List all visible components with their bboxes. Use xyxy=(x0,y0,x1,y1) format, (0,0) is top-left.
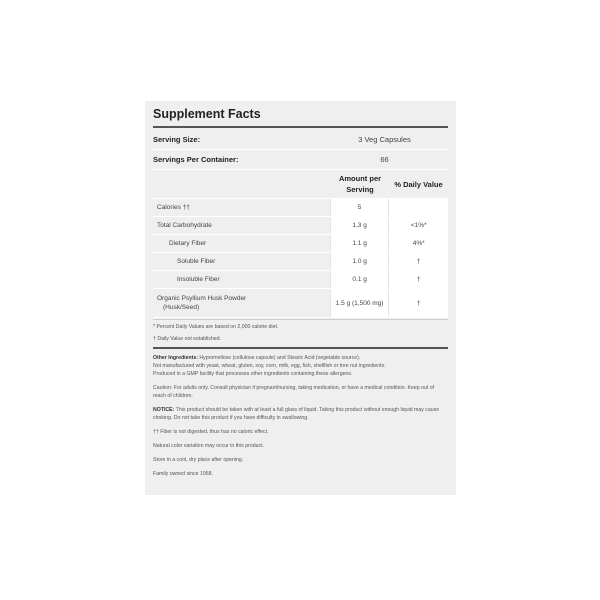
nutrient-dv: 4%* xyxy=(388,235,448,252)
nutrient-name: Insoluble Fiber xyxy=(153,271,330,288)
serving-size-label: Serving Size: xyxy=(153,135,201,144)
table-row xyxy=(153,235,448,253)
nutrient-dv: † xyxy=(388,253,448,270)
nutrient-amount: 0.1 g xyxy=(330,271,389,288)
nutrient-name: Calories †† xyxy=(153,199,330,216)
panel-title: Supplement Facts xyxy=(153,107,448,128)
nutrient-name: Soluble Fiber xyxy=(153,253,330,270)
supplement-facts-panel xyxy=(145,101,456,495)
table-row xyxy=(153,253,448,271)
table-row xyxy=(153,289,448,318)
nutrient-dv: <1%* xyxy=(388,217,448,234)
table-header xyxy=(153,170,448,199)
servings-per-container-label: Servings Per Container: xyxy=(153,155,239,164)
footnotes xyxy=(153,319,448,349)
table-row xyxy=(153,199,448,217)
table-row xyxy=(153,271,448,289)
nutrient-dv: † xyxy=(388,271,448,288)
footnote-not-established: † Daily Value not established. xyxy=(153,336,221,342)
nutrient-name: Organic Psyllium Husk Powder (Husk/Seed) xyxy=(153,289,330,317)
servings-per-container-value: 66 xyxy=(380,155,389,164)
nutrient-amount: 1.1 g xyxy=(330,235,389,252)
color-note: Natural color variation may occur in this product. xyxy=(153,443,265,449)
serving-size-value: 3 Veg Capsules xyxy=(358,135,411,144)
family-note: Family owned since 1968. xyxy=(153,471,213,477)
notice-text: NOTICE: This product should be taken with at least a full glass of liquid. Taking this product without enough liquid may cause choking. Do not take this product if you have difficulty in swallowing. xyxy=(153,407,440,421)
servings-per-container-row xyxy=(153,150,448,170)
storage-note: Store in a cool, dry place after opening. xyxy=(153,457,244,463)
caution-text: Caution: For adults only. Consult physician if pregnant/nursing, taking medication, or have a medical condition. Keep out of reach of children. xyxy=(153,385,435,399)
fiber-note: †† Fiber is not digested, thus has no caloric effect. xyxy=(153,429,269,435)
nutrient-name: Dietary Fiber xyxy=(153,235,330,252)
other-ingredients: Other Ingredients: Hypromellose (cellulose capsule) and Stearic Acid (vegetable source). Not manufactured with yeast, wheat, gluten, soy, corn, milk, egg, fish, shellfish or tree nut ingredients. Produced in a GMP facility that processes other ingredients containing these allergens. xyxy=(153,355,386,377)
table-row xyxy=(153,217,448,235)
serving-size-row xyxy=(153,130,448,150)
label-text xyxy=(153,349,448,478)
amount-header: Amount per Serving xyxy=(338,174,382,194)
nutrient-amount: 1.3 g xyxy=(330,217,389,234)
nutrient-amount: 1.0 g xyxy=(330,253,389,270)
nutrient-name: Total Carbohydrate xyxy=(153,217,330,234)
daily-value-header: % Daily Value xyxy=(394,179,443,189)
nutrient-dv xyxy=(388,199,448,216)
nutrient-amount: 5 xyxy=(330,199,389,216)
footnote-daily-values: * Percent Daily Values are based on 2,000 calorie diet. xyxy=(153,324,279,330)
nutrient-amount: 1.5 g (1,500 mg) xyxy=(330,289,389,317)
nutrient-dv: † xyxy=(388,289,448,317)
